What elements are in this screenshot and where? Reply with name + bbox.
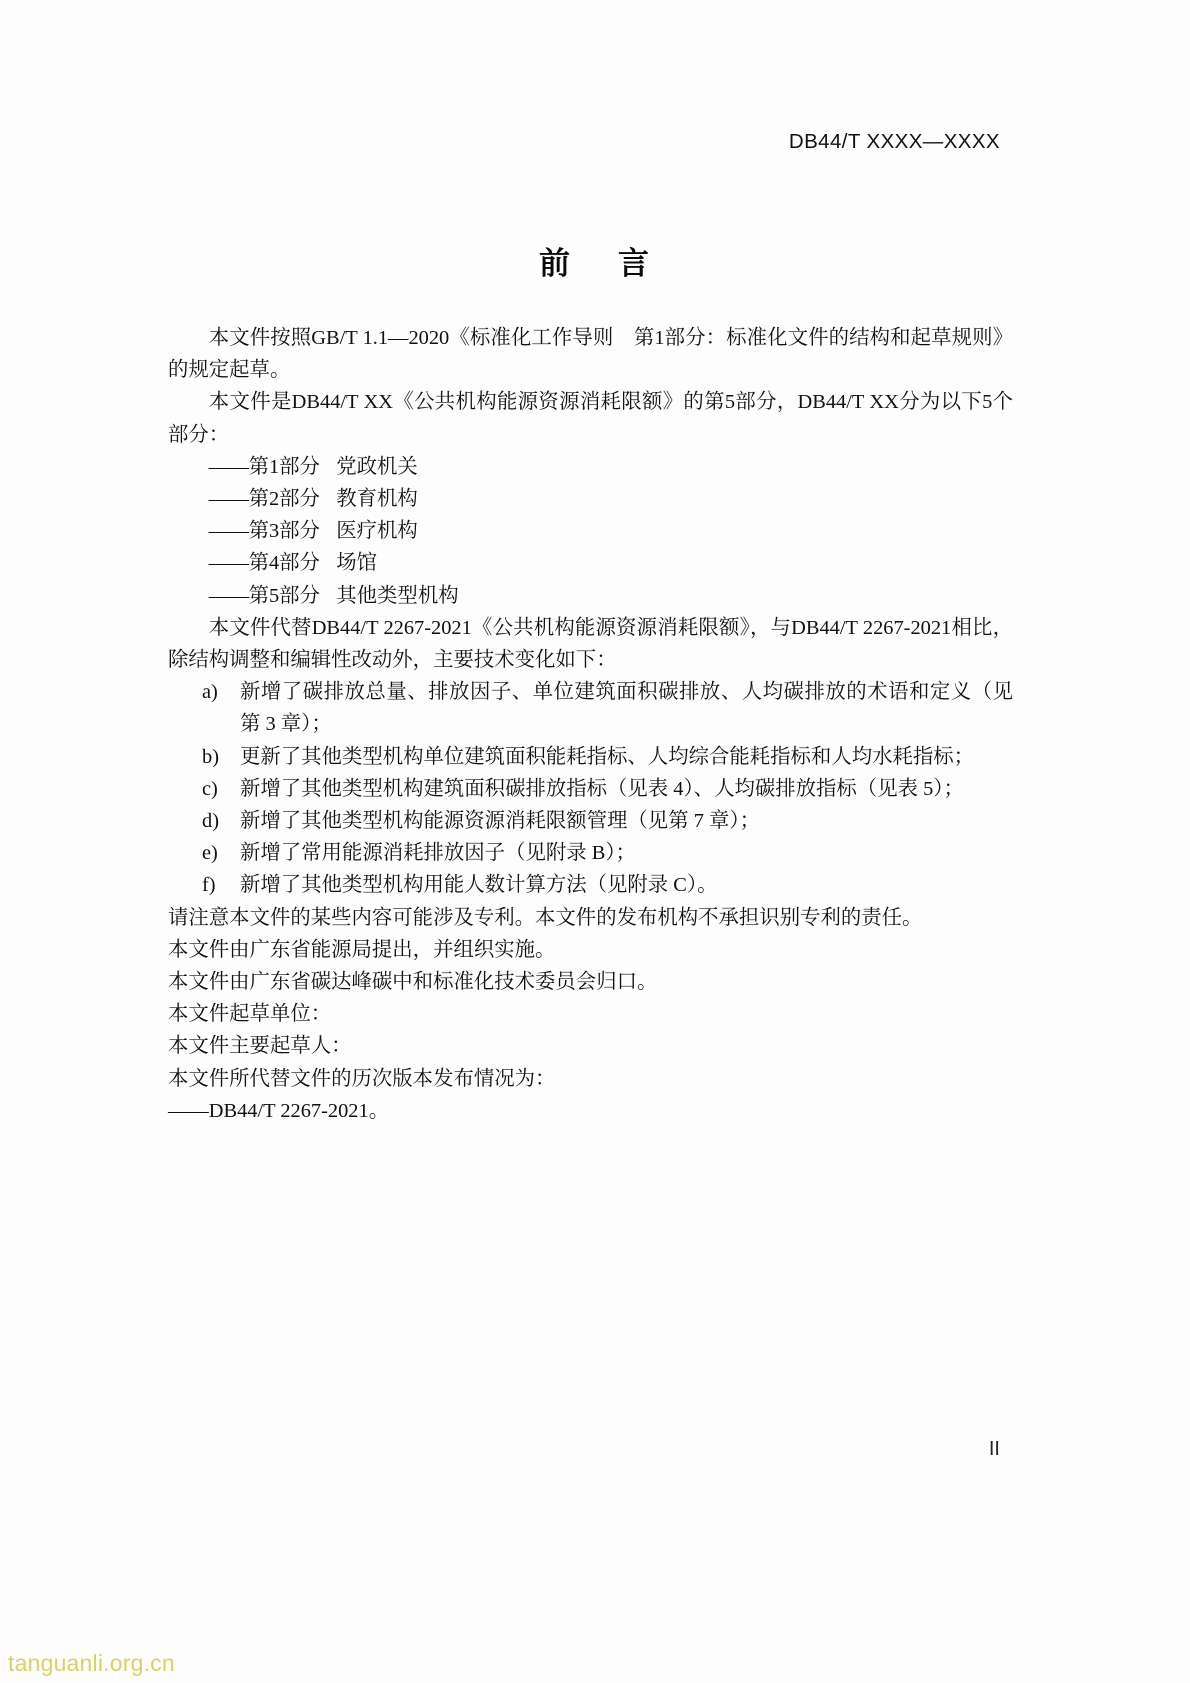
list-item-text: 更新了其他类型机构单位建筑面积能耗指标、人均综合能耗指标和人均水耗指标； [240,745,975,768]
em-dash-prefix: —— [208,552,249,575]
part-list-item [168,483,1013,515]
part-name: 医疗机构 [336,520,418,543]
part-list-item [168,547,1013,579]
list-item-text: 新增了其他类型机构建筑面积碳排放指标（见表 4）、人均碳排放指标（见表 5）； [240,777,964,800]
paragraph-drafting-organizations: 本文件起草单位： [168,1003,332,1026]
em-dash-prefix: —— [208,520,249,543]
part-list-item [168,515,1013,547]
page-title-char-left: 前 [539,246,572,281]
page-title-char-right: 言 [618,246,651,281]
em-dash-prefix: —— [208,455,249,478]
technical-change-item [168,869,1013,901]
paragraph-previous-editions: 本文件所代替文件的历次版本发布情况为： [168,1067,556,1090]
technical-change-item [168,805,1013,837]
foreword-body [168,322,1013,1127]
paragraph-drafting-basis: 本文件按照GB/T 1.1—2020《标准化工作导则 第1部分：标准化文件的结构和起草规则》的规定起草。 [168,327,1013,382]
paragraph-administered-by: 本文件由广东省碳达峰碳中和标准化技术委员会归口。 [168,971,658,994]
technical-change-item [168,837,1013,869]
part-name: 场馆 [336,552,378,575]
technical-change-item [168,773,1013,805]
list-marker: a) [202,681,218,704]
list-marker: c) [202,777,218,800]
technical-changes-list [168,676,1013,901]
running-header-standard-code: DB44/T XXXX—XXXX [788,130,1000,153]
paragraph-replaces-standard: 本文件代替DB44/T 2267-2021《公共机构能源资源消耗限额》，与DB44/T 2267-2021相比，除结构调整和编辑性改动外，主要技术变化如下： [168,616,1013,672]
page-number: II [988,1438,1000,1460]
paragraph-series-intro: 本文件是DB44/T XX《公共机构能源资源消耗限额》的第5部分，DB44/T XX分为以下5个部分： [168,391,1013,446]
part-name: 党政机关 [336,455,418,478]
list-marker: b) [202,745,219,768]
part-list-item [168,580,1013,612]
paragraph-proposed-by: 本文件由广东省能源局提出，并组织实施。 [168,938,556,961]
part-name: 教育机构 [336,488,418,511]
list-item-text: 新增了其他类型机构用能人数计算方法（见附录 C）。 [240,874,718,897]
em-dash-prefix: —— [208,584,249,607]
technical-change-item [168,741,1013,773]
part-label: 第3部分 [248,520,320,543]
site-watermark: tanguanli.org.cn [8,1650,175,1676]
list-item-text: 新增了常用能源消耗排放因子（见附录 B）； [240,842,636,865]
paragraph-main-drafters: 本文件主要起草人： [168,1035,352,1058]
paragraph-patent-notice: 请注意本文件的某些内容可能涉及专利。本文件的发布机构不承担识别专利的责任。 [168,906,923,929]
part-list-item [168,451,1013,483]
previous-edition-item: ——DB44/T 2267-2021。 [168,1099,390,1122]
technical-change-item [168,676,1013,740]
list-item-text: 新增了其他类型机构能源资源消耗限额管理（见第 7 章）； [240,810,760,833]
list-marker: e) [202,842,218,865]
part-label: 第2部分 [248,488,320,511]
part-label: 第4部分 [248,552,320,575]
list-marker: d) [202,810,219,833]
em-dash-prefix: —— [208,488,249,511]
list-item-text: 新增了碳排放总量、排放因子、单位建筑面积碳排放、人均碳排放的术语和定义（见第 3 章）； [240,681,1013,736]
part-label: 第5部分 [248,584,320,607]
page-title [0,238,1190,283]
part-name: 其他类型机构 [336,584,459,607]
list-marker: f) [202,874,216,897]
part-label: 第1部分 [248,455,320,478]
